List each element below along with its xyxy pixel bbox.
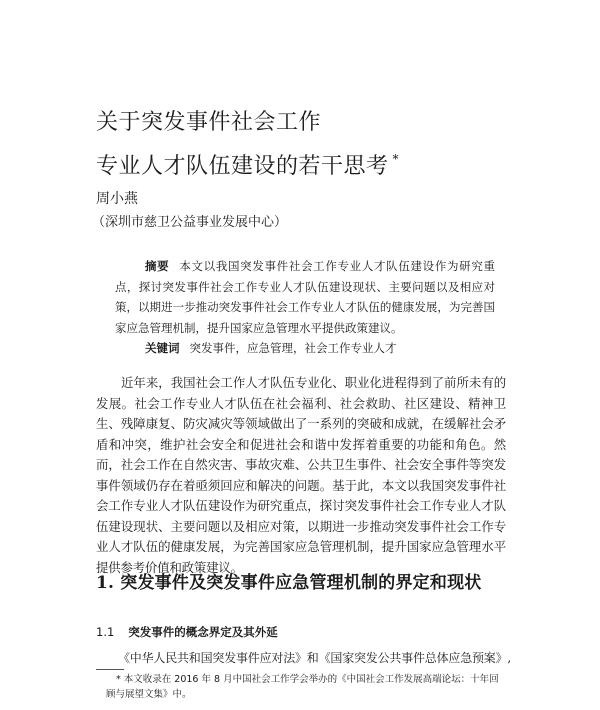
footnote-divider: [96, 669, 124, 670]
abstract-paragraph: [115, 256, 495, 338]
keywords-label: 关键词: [145, 341, 180, 355]
subsection-body-first-line: 《中华人民共和国突发事件应对法》和《国家突发公共事件总体应急预案》,: [118, 651, 512, 665]
title-footnote-mark: *: [392, 152, 400, 166]
intro-paragraph: 近年来，我国社会工作人才队伍专业化、职业化进程得到了前所未有的发展。社会工作专业人才队伍在社会福利、社会救助、社区建设、精神卫生、残障康复、防灾减灾等领域做出了一系列的突破和成就，在缓解社会矛盾和冲突，维护社会安全和促进社会和谐中发挥着重要的功能和角色。然而，社会工作在自然灾害、事故灾难、公共卫生事件、社会安全事件等突发事件领域仍存在着亟须回应和解决的问题。基于此，本文以我国突发事件社会工作专业人才队伍建设作为研究重点，探讨突发事件社会工作专业人才队伍建设现状、主要问题以及相应对策，以期进一步推动突发事件社会工作专业人才队伍的健康发展，为完善国家应急管理机制，提升国家应急管理水平提供参考价值和政策建议。: [96, 375, 506, 575]
title-line-2-text: 专业人才队伍建设的若干思考: [96, 154, 389, 179]
subsection-title: 突发事件的概念界定及其外延: [128, 625, 278, 639]
keywords-text: 突发事件，应急管理，社会工作专业人才: [189, 341, 397, 355]
abstract-label: 摘要: [145, 259, 170, 273]
title-line-1-text: 关于突发事件社会工作: [96, 110, 322, 135]
subsection-heading-1-1: [96, 624, 278, 640]
paper-title-line-1: [96, 110, 321, 136]
abstract-block: [115, 256, 495, 338]
keywords-block: [145, 339, 397, 357]
author-name: 周小燕: [96, 191, 138, 207]
footnote: * 本文收录在 2016 年 8 月中国社会工作学会举办的《中国社会工作发展高端论坛：十年回顾与展望文集》中。: [106, 674, 499, 700]
abstract-text: 本文以我国突发事件社会工作专业人才队伍建设作为研究重点，探讨突发事件社会工作专业人才队伍建设现状、主要问题以及相应对策，以期进一步推动突发事件社会工作专业人才队伍的健康发展，为完善国家应急管理机制，提升国家应急管理水平提供政策建议。: [115, 259, 496, 335]
paper-title-line-2: [96, 146, 399, 180]
author-affiliation: （深圳市慈卫公益事业发展中心）: [92, 215, 288, 230]
subsection-number: 1.1: [96, 625, 115, 639]
section-heading-1: 1. 突发事件及突发事件应急管理机制的界定和现状: [96, 573, 482, 593]
